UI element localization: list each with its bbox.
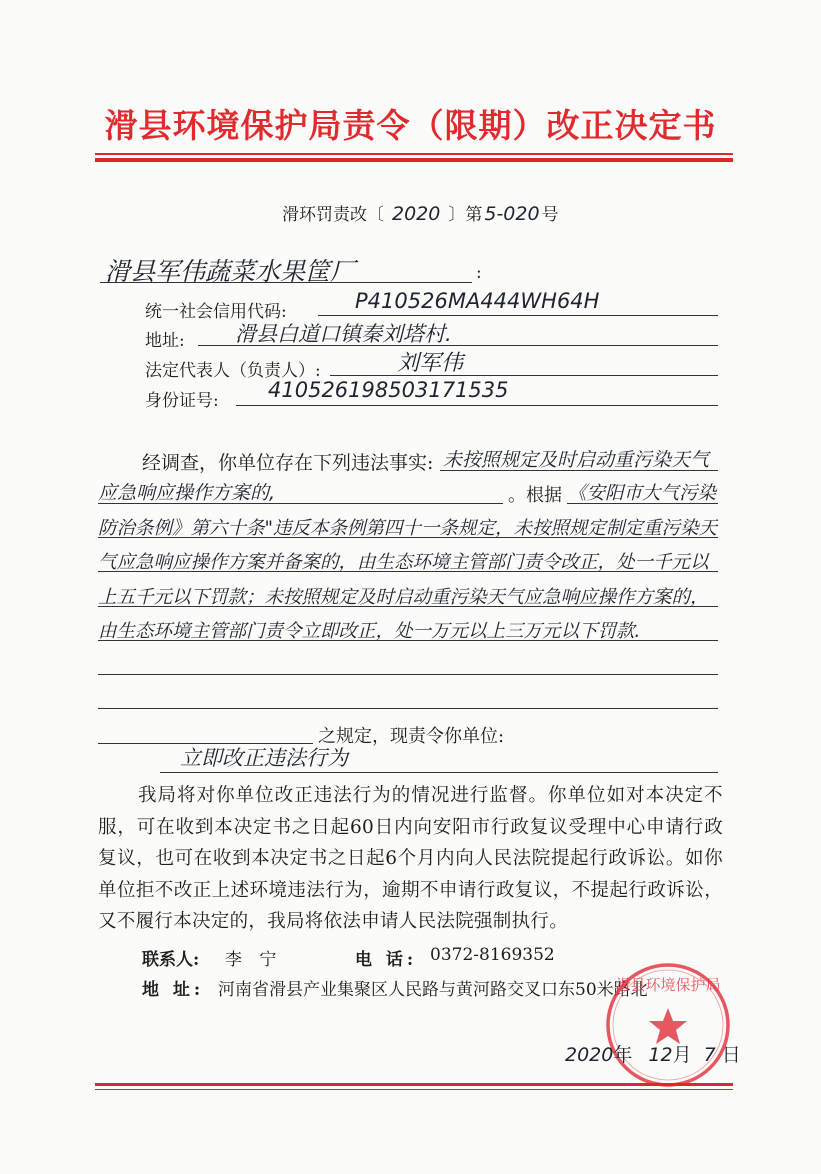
- contact-person: 李 宁: [225, 950, 283, 970]
- order-line: [160, 772, 718, 773]
- stamp-text: 滑县环境保护局: [615, 976, 721, 994]
- legal-rep-value: 刘军伟: [397, 351, 464, 376]
- credit-code-value: P410526MA444WH64H: [355, 289, 600, 313]
- order-value: 立即改正违法行为: [180, 746, 348, 770]
- official-stamp: [603, 960, 733, 1090]
- according-text: 。根据: [508, 485, 562, 506]
- legal-rep-label: 法定代表人（负责人）:: [145, 361, 321, 381]
- legal-basis: 《安阳市大气污染防治条例》第六十条"违反本条例第四十一条规定，未按照规定制定重污染天气应急响应操作方案并备案的，由生态环境主管部门责令改正，处一千元以上五千元以下罚款；未按照规定及时启动重污染天气应急响应操作方案的，由生态环境主管部门责令立即改正，处一万元以上三万元以下罚款.: [98, 483, 718, 642]
- address-label: 地址:: [145, 331, 185, 351]
- doc-no-suffix: 号: [541, 205, 559, 225]
- id-value: 410526198503171535: [268, 378, 509, 402]
- id-line: [236, 405, 718, 406]
- fact-line-1: [440, 470, 718, 471]
- date-month: 12: [648, 1044, 673, 1066]
- notice-paragraph: 我局将对你单位改正违法行为的情况进行监督。你单位如对本决定不服，可在收到本决定书之日起60日内向安阳市行政复议受理中心申请行政复议，也可在收到本决定书之日起6个月内向人民法院提起行政诉讼。如你单位拒不改正上述环境违法行为，逾期不申请行政复议，不提起行政诉讼，又不履行本决定的，我局将依法申请人民法院强制执行。: [98, 785, 723, 932]
- contact-phone-label: 电 话:: [355, 950, 418, 970]
- footer-rule-top: [95, 1083, 733, 1086]
- doc-year: 2020: [392, 203, 441, 225]
- party-name-line: [100, 282, 472, 283]
- id-label: 身份证号:: [145, 391, 219, 411]
- basis-line-4: [98, 606, 718, 607]
- basis-line-1: [567, 503, 718, 504]
- contact-phone: 0372-8169352: [430, 945, 555, 965]
- date-day-char: 日: [721, 1044, 741, 1066]
- document-title: 滑县环境保护局责令（限期）改正决定书: [104, 106, 717, 145]
- basis-line-3: [98, 571, 718, 572]
- date-month-char: 月: [672, 1044, 692, 1066]
- party-name-colon: :: [476, 263, 482, 283]
- address-value: 滑县白道口镇秦刘塔村.: [235, 322, 452, 346]
- date-day: 7: [703, 1044, 716, 1066]
- provision-suffix: 之规定，现责令你单位:: [318, 726, 505, 747]
- date-year: 2020: [565, 1044, 614, 1066]
- stamp-star-icon: [649, 1008, 687, 1044]
- basis-line-5: [98, 640, 718, 641]
- legal-rep-line: [330, 375, 718, 376]
- footer-rule-bottom: [95, 1089, 733, 1090]
- document-number: [282, 200, 559, 225]
- basis-line-6: [98, 674, 718, 675]
- contact-address-label: 地 址:: [142, 980, 205, 1000]
- basis-line-2: [98, 537, 718, 538]
- title-rule-bottom: [95, 158, 733, 162]
- basis-line-7: [98, 708, 718, 709]
- doc-no-prefix: 滑环罚责改〔: [282, 205, 384, 225]
- issue-date: [565, 1040, 741, 1067]
- doc-serial: 5-020: [484, 203, 540, 225]
- findings-intro: 经调查，你单位存在下列违法事实:: [142, 452, 434, 474]
- contact-address: 河南省滑县产业集聚区人民路与黄河路交叉口东50米路北: [218, 980, 648, 1000]
- party-name: 滑县军伟蔬菜水果筐厂: [105, 257, 356, 286]
- doc-no-mid: 〕第: [448, 205, 483, 225]
- title-rule-top: [95, 153, 733, 155]
- findings-fact: 未按照规定及时启动重污染天气应急响应操作方案的,: [98, 449, 710, 504]
- date-year-char: 年: [613, 1044, 633, 1066]
- contact-person-label: 联系人:: [142, 950, 200, 970]
- credit-code-line: [318, 315, 718, 316]
- credit-code-label: 统一社会信用代码:: [145, 302, 287, 322]
